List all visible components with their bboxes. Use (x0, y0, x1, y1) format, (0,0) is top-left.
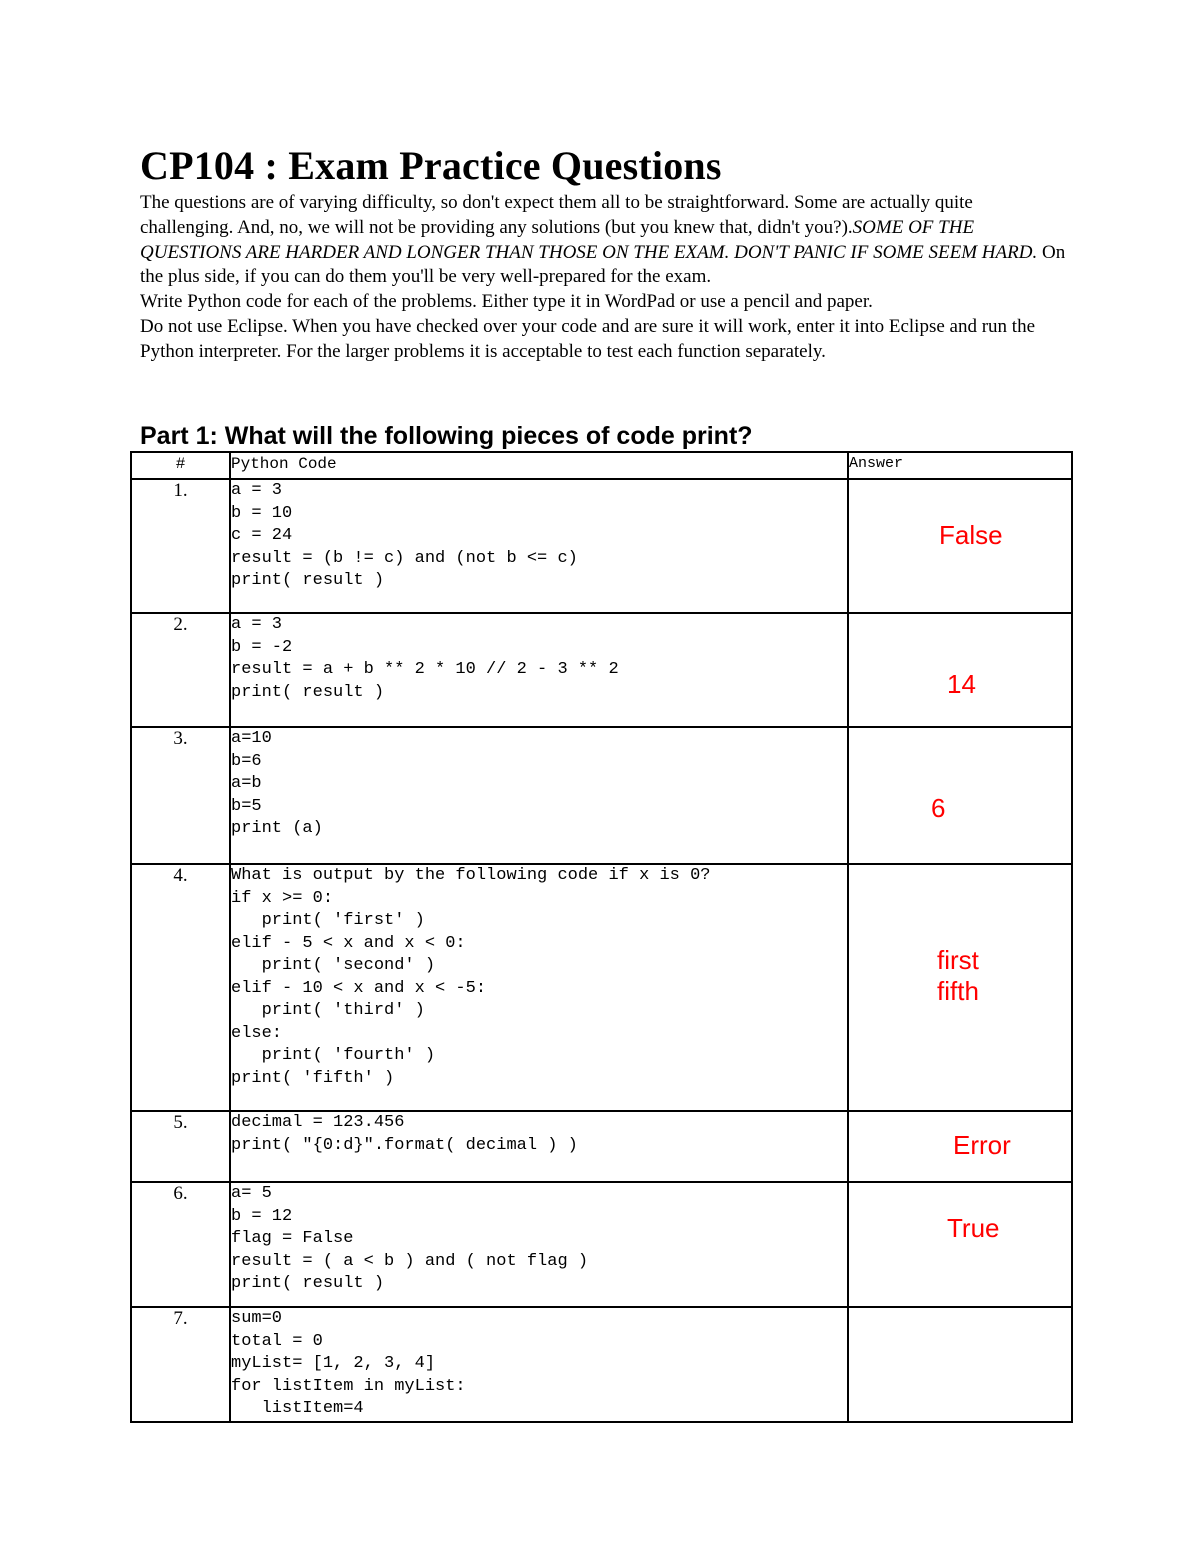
code-line: b = 10 (231, 503, 293, 523)
code-line: flag = False (231, 1229, 354, 1248)
code-line: result = (b != c) and (not b <= c) (231, 548, 578, 568)
code-line: print( 'fifth' ) (231, 1068, 395, 1088)
code-line: What is output by the following code if x is 0? (231, 866, 711, 885)
code-line: print( 'fourth' ) (231, 1046, 436, 1065)
question-number: 1. (131, 479, 230, 613)
question-code (230, 727, 848, 864)
code-line: a= 5 (231, 1184, 272, 1203)
intro-text: The questions are of varying difficulty, so don't expect them all to be straightforward. Some are actually quite challenging. And, no, we will not be providing any solutions (but you knew that, didn't you?). (140, 192, 973, 238)
code-line: print( result ) (231, 682, 385, 702)
answer-cell (848, 479, 1072, 613)
question-number: 6. (131, 1182, 230, 1307)
question-code (230, 1307, 848, 1422)
handwritten-answer: Error (953, 1130, 1011, 1160)
handwritten-answer: 14 (947, 669, 976, 699)
header-answer: Answer (848, 452, 1072, 479)
answer-cell (848, 1111, 1072, 1182)
table-body (131, 479, 1072, 1422)
code-line: b = 12 (231, 1206, 293, 1226)
question-code (230, 1182, 848, 1307)
code-line: a=b (231, 774, 262, 793)
code-line: else: (231, 1023, 283, 1043)
code-line: b=5 (231, 796, 262, 816)
answer-cell (848, 1307, 1072, 1422)
code-line: print( 'second' ) (231, 956, 436, 975)
code-line: listItem=4 (231, 1399, 364, 1418)
code-line: print( result ) (231, 571, 385, 590)
code-line: elif - 10 < x and x < -5: (231, 978, 487, 998)
question-row (131, 1182, 1072, 1307)
question-row (131, 479, 1072, 613)
answer-cell (848, 613, 1072, 727)
code-line: print( "{0:d}".format( decimal ) ) (231, 1135, 578, 1155)
question-row (131, 727, 1072, 864)
question-row (131, 1307, 1072, 1422)
code-line: decimal = 123.456 (231, 1113, 405, 1132)
question-number: 2. (131, 613, 230, 727)
question-code (230, 613, 848, 727)
code-line: b = -2 (231, 637, 293, 657)
code-line: c = 24 (231, 526, 293, 545)
handwritten-answer: 6 (931, 793, 946, 823)
code-line: myList= [1, 2, 3, 4] (231, 1354, 436, 1373)
question-row (131, 613, 1072, 727)
handwritten-answer: False (939, 520, 1003, 550)
intro-eclipse-line: Do not use Eclipse. When you have checked over your code and are sure it will work, enter it into Eclipse and run the Python interpreter. For the larger problems it is acceptable to test each function separately. (140, 315, 1036, 362)
question-row (131, 864, 1072, 1111)
question-number: 3. (131, 727, 230, 864)
question-code (230, 479, 848, 613)
code-line: a=10 (231, 729, 272, 748)
question-number: 7. (131, 1307, 230, 1422)
questions-table (130, 451, 1073, 1423)
code-line: result = a + b ** 2 * 10 // 2 - 3 ** 2 (231, 660, 619, 679)
code-line: a = 3 (231, 615, 283, 634)
question-number: 4. (131, 864, 230, 1111)
code-line: sum=0 (231, 1309, 283, 1328)
table-header-row (131, 452, 1072, 479)
handwritten-answer: True (947, 1213, 1000, 1243)
code-line: a = 3 (231, 481, 283, 500)
code-line: total = 0 (231, 1331, 323, 1351)
intro-warning-italic: SOME OF THE QUESTIONS ARE HARDER AND LONGER THAN THOSE ON THE EXAM. DON'T PANIC IF SOME SEEM HARD. (140, 216, 1038, 263)
code-line: result = ( a < b ) and ( not flag ) (231, 1251, 589, 1271)
header-python-code: Python Code (230, 452, 848, 479)
intro-text-plus-side: On the plus side, if you can do them you'll be very well-prepared for the exam. (140, 241, 1066, 288)
code-line: print( 'third' ) (231, 1001, 425, 1020)
code-line: for listItem in myList: (231, 1376, 466, 1396)
header-number: # (131, 452, 230, 479)
answer-cell (848, 1182, 1072, 1307)
question-code (230, 864, 848, 1111)
code-line: print (a) (231, 819, 323, 838)
handwritten-answer: first fifth (937, 945, 979, 1006)
code-line: print( result ) (231, 1274, 385, 1293)
page-title: CP104 : Exam Practice Questions (140, 143, 722, 188)
answer-cell (848, 727, 1072, 864)
code-line: elif - 5 < x and x < 0: (231, 933, 466, 953)
code-line: b=6 (231, 751, 262, 771)
code-line: if x >= 0: (231, 888, 334, 908)
part-1-heading: Part 1: What will the following pieces of code print? (140, 422, 753, 450)
question-number: 5. (131, 1111, 230, 1182)
question-row (131, 1111, 1072, 1182)
question-code (230, 1111, 848, 1182)
intro-paragraph (140, 191, 1070, 365)
code-line: print( 'first' ) (231, 911, 425, 930)
answer-cell (848, 864, 1072, 1111)
intro-instructions-line: Write Python code for each of the problems. Either type it in WordPad or use a pencil and paper. (140, 291, 873, 313)
